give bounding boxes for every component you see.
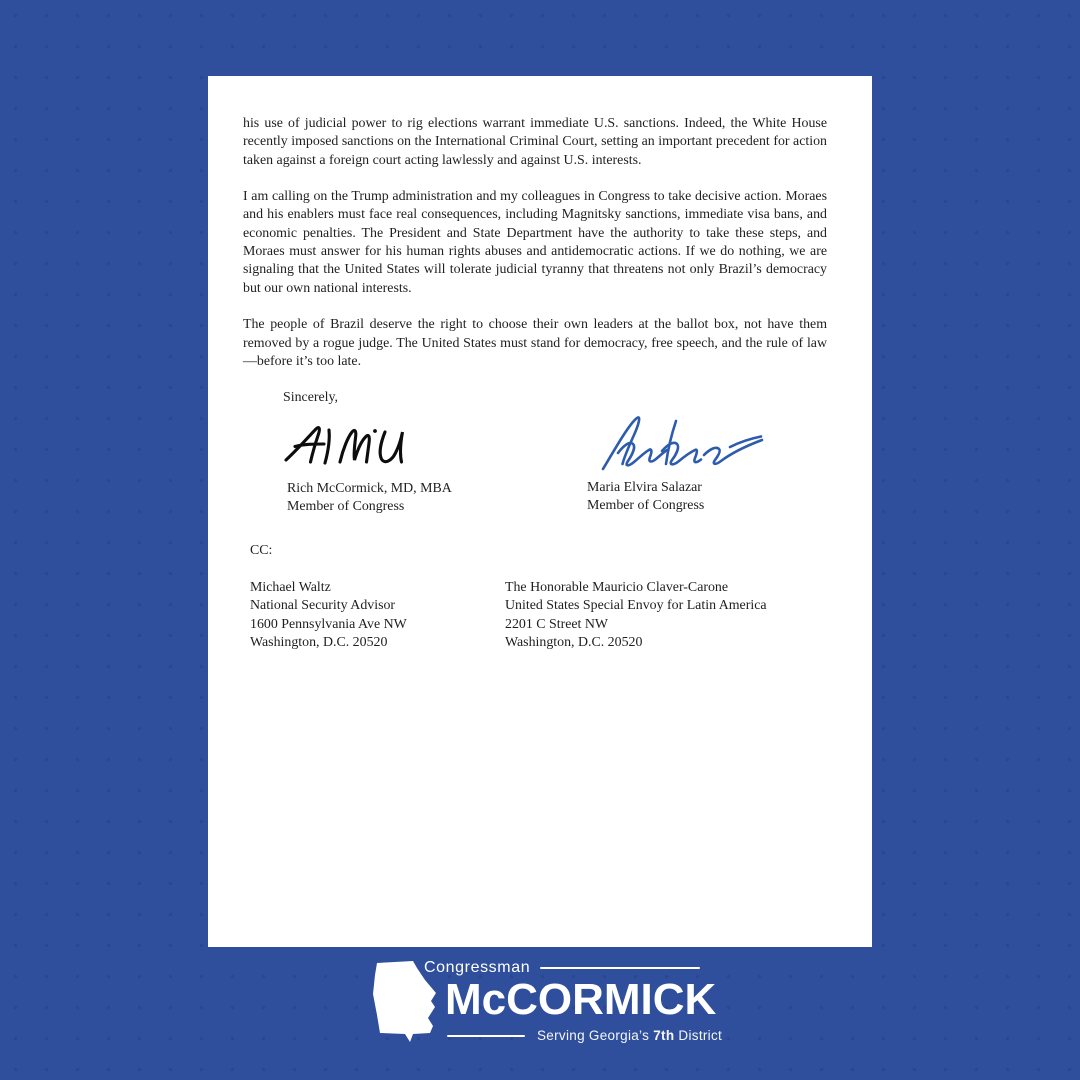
cc-line: United States Special Envoy for Latin America bbox=[505, 598, 767, 614]
signature-block bbox=[277, 412, 827, 517]
signer-salazar bbox=[583, 412, 769, 517]
cc-recipient-claver-carone bbox=[505, 579, 767, 652]
cc-line: 1600 Pennsylvania Ave NW bbox=[250, 616, 407, 632]
logo-tagline-line bbox=[447, 1035, 525, 1037]
signer-mccormick bbox=[277, 412, 583, 517]
tagline-prefix: Serving Georgia’s bbox=[537, 1028, 654, 1043]
tagline-suffix: District bbox=[674, 1028, 723, 1043]
logo-mccormick-text: McCORMICK bbox=[445, 975, 717, 1024]
signer-name: Rich McCormick, MD, MBA bbox=[287, 480, 452, 496]
cc-line: National Security Advisor bbox=[250, 598, 396, 614]
logo-divider-line bbox=[540, 967, 700, 969]
cc-line: Washington, D.C. 20520 bbox=[250, 634, 388, 650]
signer-name: Maria Elvira Salazar bbox=[587, 479, 702, 495]
cc-line: 2201 C Street NW bbox=[505, 616, 609, 632]
cc-line: The Honorable Mauricio Claver-Carone bbox=[505, 579, 729, 595]
cc-label: CC: bbox=[250, 543, 273, 559]
closing-salutation: Sincerely, bbox=[283, 390, 339, 406]
mccormick-campaign-logo bbox=[368, 954, 723, 1049]
letter-page bbox=[208, 76, 872, 947]
signer-title: Member of Congress bbox=[287, 499, 405, 515]
tagline-district-number: 7th bbox=[653, 1028, 675, 1043]
letter-paragraph-1: his use of judicial power to rig elections warrant immediate U.S. sanctions. Indeed, the White House recently imposed sanctions on the International Criminal Court, setting an important precedent for action taken against a foreign court acting lawlessly and against U.S. interests. bbox=[243, 116, 827, 168]
cc-line: Michael Waltz bbox=[250, 579, 331, 595]
mccormick-signature-icon bbox=[283, 418, 409, 474]
letter-paragraph-3: The people of Brazil deserve the right to choose their own leaders at the ballot box, not have them removed by a rogue judge. The United States must stand for democracy, free speech, and the rule of law—before it’s too late. bbox=[243, 317, 827, 369]
salazar-signature-icon bbox=[599, 412, 769, 474]
logo-tagline-text bbox=[537, 1028, 722, 1043]
cc-recipients bbox=[250, 579, 827, 652]
logo-tagline-row bbox=[447, 1028, 722, 1043]
letter-paragraph-2: I am calling on the Trump administration and my colleagues in Congress to take decisive action. Moraes and his enablers must face real consequences, including Magnitsky sanctions, immediate visa bans, and economic penalties. The President and State Department have the authority to take these steps, and Moraes must answer for his human rights abuses and antidemocratic actions. If we do nothing, we are signaling that the United States will tolerate judicial tyranny that threatens not only Brazil’s democracy but our own national interests. bbox=[243, 189, 827, 296]
logo-congressman-text: Congressman bbox=[424, 959, 531, 976]
cc-line: Washington, D.C. 20520 bbox=[505, 634, 643, 650]
signer-title: Member of Congress bbox=[587, 498, 705, 514]
cc-recipient-waltz bbox=[250, 579, 505, 652]
